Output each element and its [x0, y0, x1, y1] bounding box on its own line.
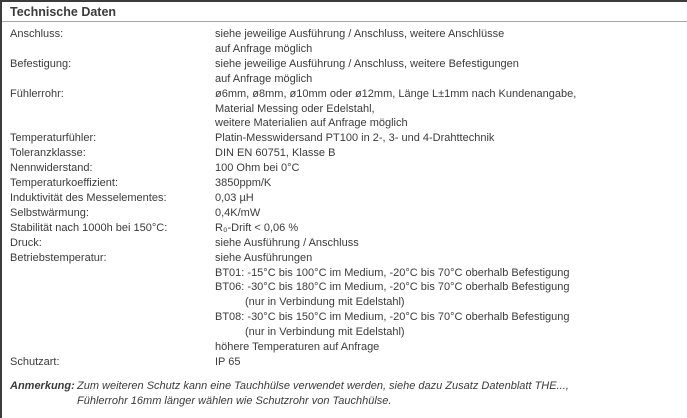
spec-label: Schutzart:	[10, 355, 60, 368]
spec-value-line: (nur in Verbindung mit Edelstahl)	[245, 296, 405, 309]
spec-label: Nennwiderstand:	[10, 162, 93, 175]
spec-value-line: weitere Materialien auf Anfrage möglich	[215, 117, 408, 130]
spec-value-line: siehe Ausführung / Anschluss	[215, 236, 359, 249]
spec-values	[215, 355, 687, 370]
spec-value-line: BT06: -30°C bis 180°C im Medium, -20°C bis 70°C oberhalb Befestigung	[215, 281, 570, 294]
spec-row	[10, 191, 687, 206]
spec-row	[10, 57, 687, 87]
spec-values	[215, 146, 687, 161]
spec-values	[215, 87, 687, 132]
spec-values	[215, 221, 687, 236]
spec-value-line: IP 65	[215, 355, 241, 368]
spec-row	[10, 146, 687, 161]
spec-row	[10, 355, 687, 370]
spec-value-line: DIN EN 60751, Klasse B	[215, 147, 336, 160]
spec-value-line: Material Messing oder Edelstahl,	[215, 102, 375, 115]
spec-label: Befestigung:	[10, 57, 72, 70]
spec-label: Betriebstemperatur:	[10, 251, 107, 264]
spec-value-line: Platin-Messwidersand PT100 in 2-, 3- und 4-Drahttechnik	[215, 132, 495, 145]
spec-value-line: 0,4K/mW	[215, 206, 261, 219]
spec-values	[215, 27, 687, 57]
spec-value-line: R₀-Drift < 0,06 %	[215, 221, 299, 234]
spec-value-line: siehe jeweilige Ausführung / Anschluss, weitere Anschlüsse	[215, 28, 505, 40]
spec-label: Druck:	[10, 236, 42, 249]
spec-row	[10, 236, 687, 251]
spec-label: Selbstwärmung:	[10, 206, 89, 219]
spec-value-line: (nur in Verbindung mit Edelstahl)	[245, 326, 405, 339]
spec-values	[215, 57, 687, 87]
note	[2, 379, 687, 409]
spec-value-line: 100 Ohm bei 0°C	[215, 162, 300, 175]
spec-label: Fühlerrohr:	[10, 87, 64, 100]
spec-label: Anschluss:	[10, 28, 64, 40]
spec-row	[10, 87, 687, 132]
spec-value-line: höhere Temperaturen auf Anfrage	[215, 341, 380, 354]
spec-values	[215, 191, 687, 206]
spec-value-line: siehe jeweilige Ausführung / Anschluss, weitere Befestigungen	[215, 57, 519, 70]
spec-value-line: 0,03 µH	[215, 191, 254, 204]
note-line: Zum weiteren Schutz kann eine Tauchhülse verwendet werden, siehe dazu Zusatz Datenblatt THE...,	[77, 379, 569, 392]
spec-value-line: 3850ppm/K	[215, 177, 272, 190]
spec-label: Induktivität des Messelementes:	[10, 191, 167, 204]
spec-value-line: auf Anfrage möglich	[215, 72, 313, 85]
spec-row	[10, 221, 687, 236]
spec-row	[10, 161, 687, 176]
specs-table	[2, 27, 687, 370]
spec-row	[10, 131, 687, 146]
spec-values	[215, 176, 687, 191]
spec-row	[10, 206, 687, 221]
note-label: Anmerkung:	[10, 379, 75, 392]
spec-values	[215, 131, 687, 146]
spec-value-line: auf Anfrage möglich	[215, 42, 313, 55]
spec-value-line: ø6mm, ø8mm, ø10mm oder ø12mm, Länge L±1mm nach Kundenangabe,	[215, 87, 577, 100]
note-line: Fühlerrohr 16mm länger wählen wie Schutzrohr von Tauchhülse.	[77, 394, 392, 407]
spec-label: Temperaturkoeffizient:	[10, 177, 119, 190]
spec-row	[10, 27, 687, 57]
spec-label: Toleranzklasse:	[10, 147, 86, 160]
spec-value-line: siehe Ausführungen	[215, 251, 313, 264]
title-divider	[2, 21, 687, 22]
spec-values	[215, 161, 687, 176]
spec-value-line: BT08: -30°C bis 150°C im Medium, -20°C bis 70°C oberhalb Befestigung	[215, 311, 570, 324]
spec-row	[10, 176, 687, 191]
spec-values	[215, 206, 687, 221]
spec-label: Stabilität nach 1000h bei 150°C:	[10, 221, 168, 234]
note-lines	[77, 379, 687, 409]
spec-values	[215, 251, 687, 355]
spec-value-line: BT01: -15°C bis 100°C im Medium, -20°C bis 70°C oberhalb Befestigung	[215, 266, 570, 279]
spec-label: Temperaturfühler:	[10, 132, 97, 145]
spec-row	[10, 251, 687, 355]
page-title: Technische Daten	[10, 5, 117, 19]
spec-values	[215, 236, 687, 251]
